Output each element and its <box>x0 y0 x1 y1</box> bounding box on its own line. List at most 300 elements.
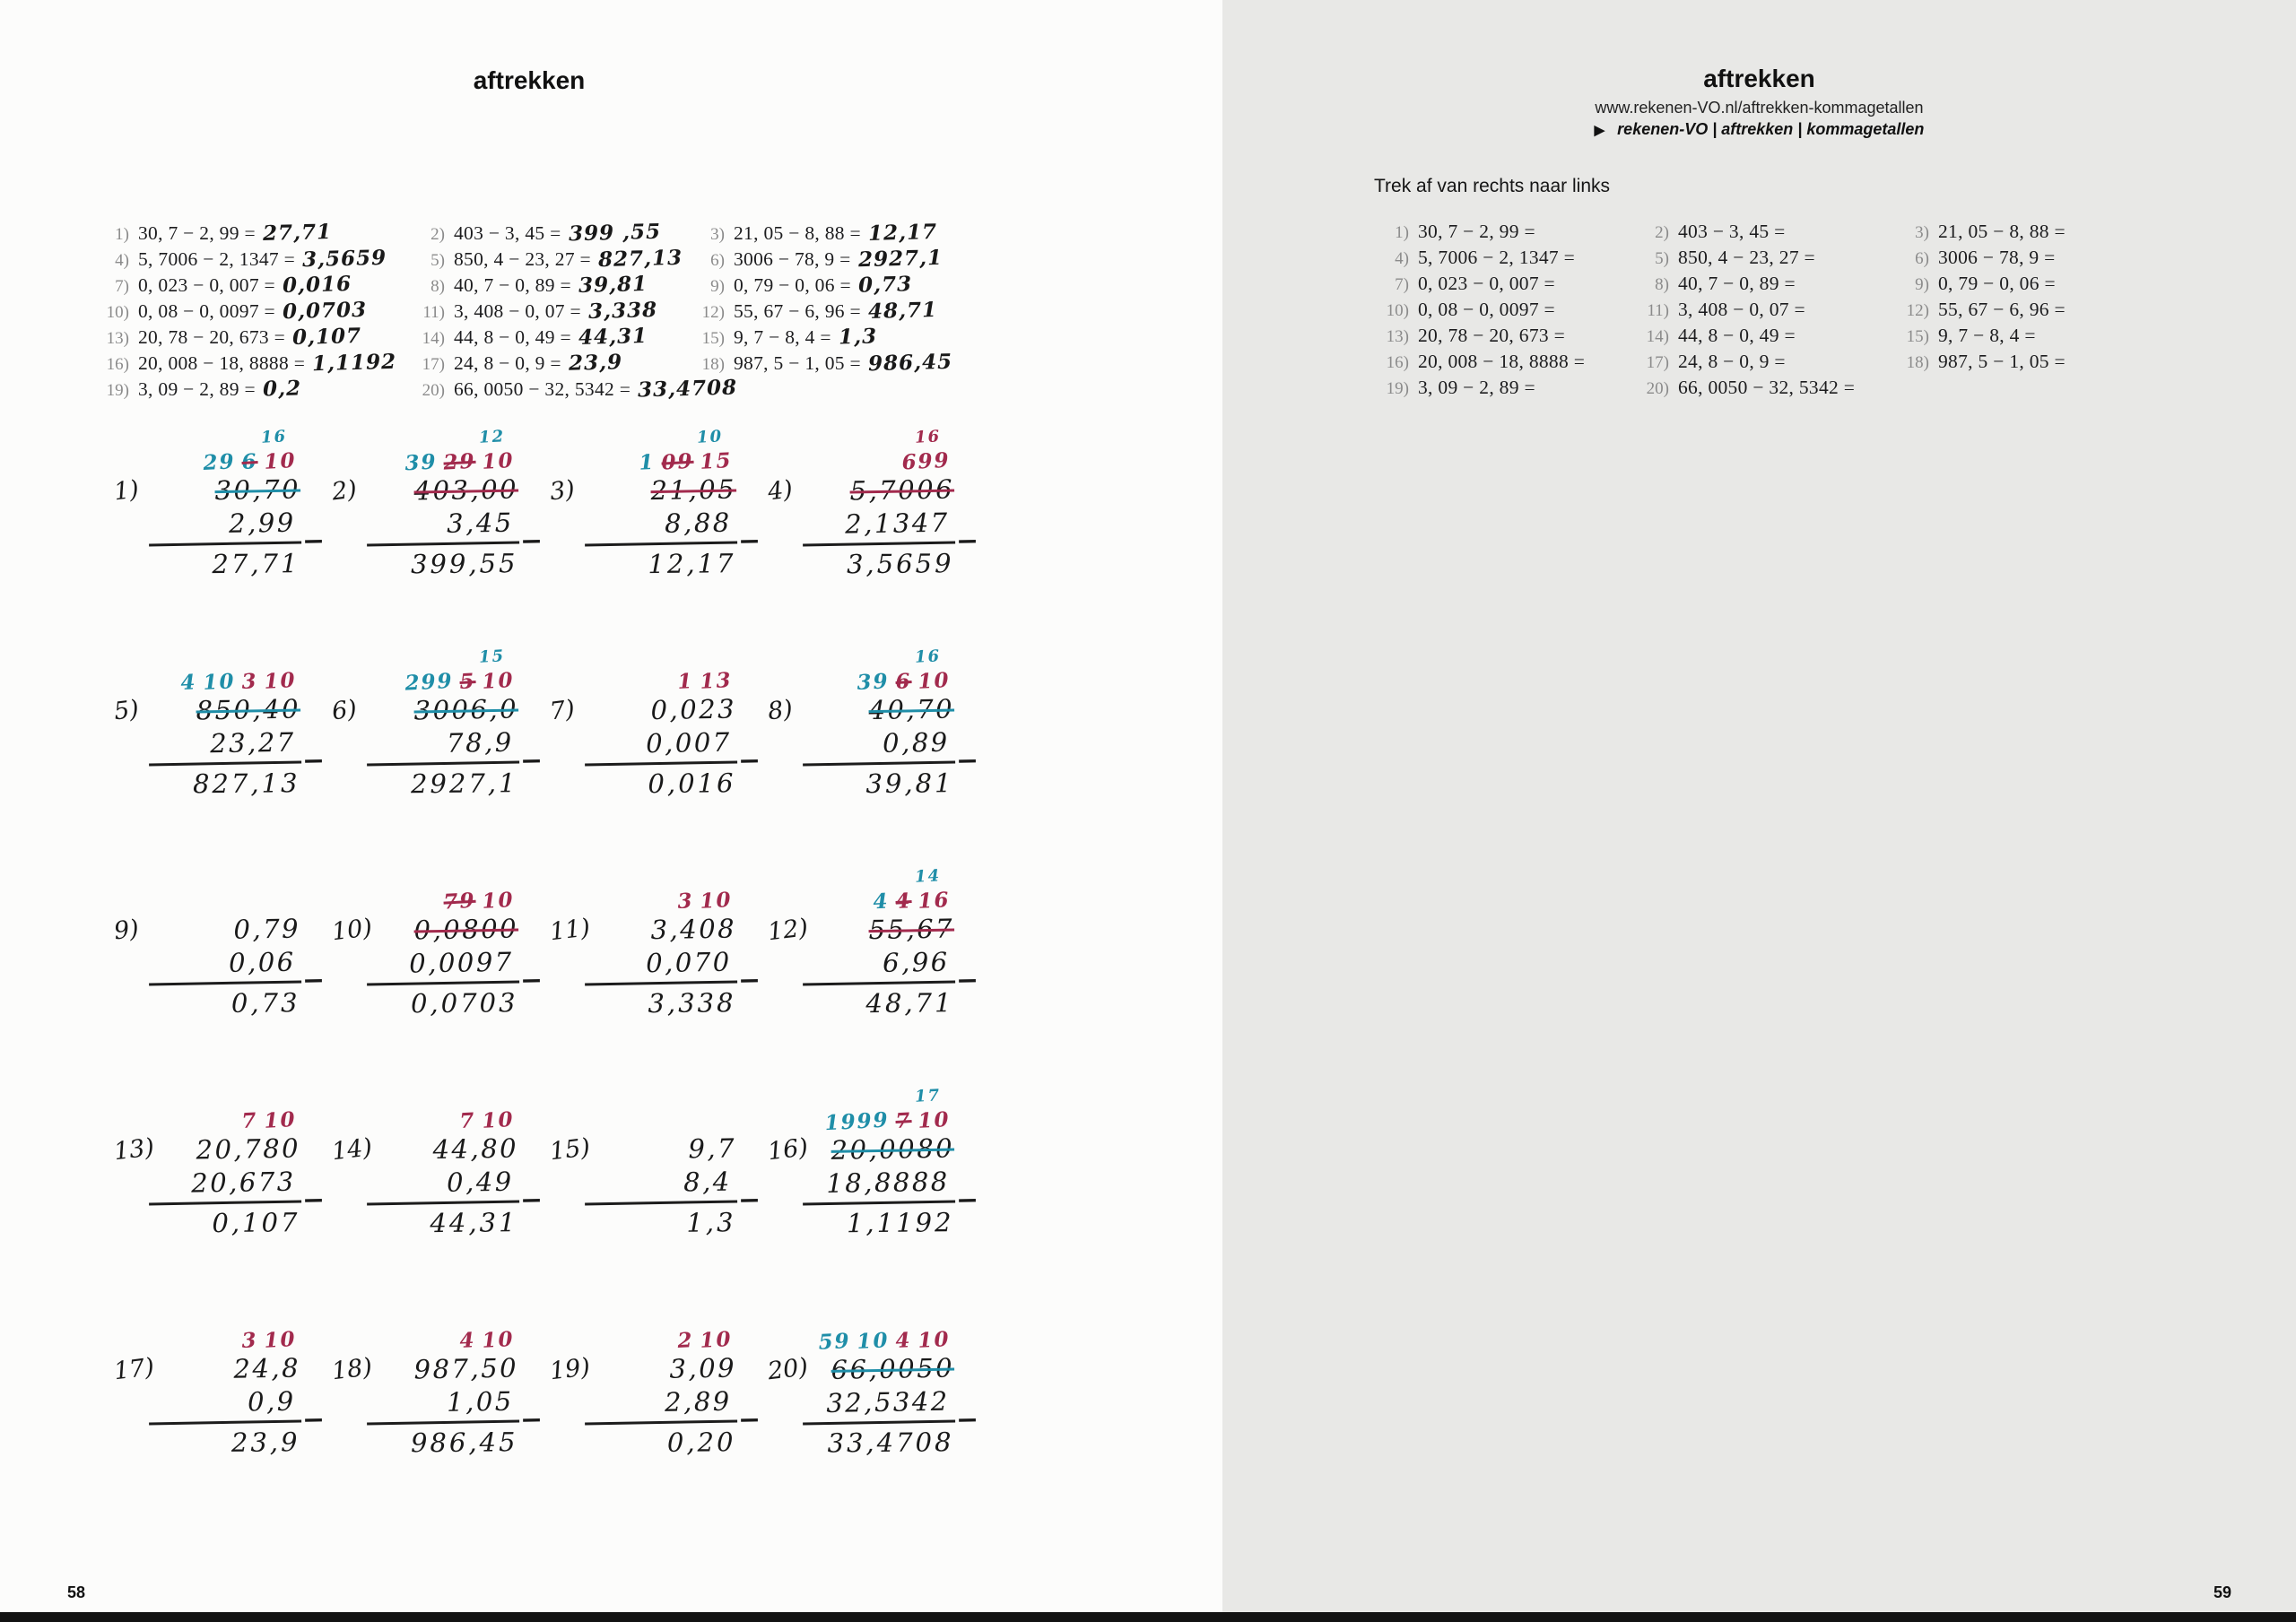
exercise-expression: 40, 7 − 0, 89 = <box>454 274 571 296</box>
result: 23,9 <box>230 1427 300 1458</box>
subtrahend: 6,96 <box>802 944 955 985</box>
exercise-expression: 66, 0050 − 32, 5342 = <box>1678 377 1856 398</box>
borrow-digit: 6 <box>240 449 259 474</box>
result: 2927,1 <box>410 768 518 800</box>
exercise-expression: 55, 67 − 6, 96 = <box>734 300 861 322</box>
minuend: 0,79 <box>233 913 301 945</box>
result: 399,55 <box>410 548 518 580</box>
borrow-carry-main <box>583 1108 735 1135</box>
borrow-digit: 10 <box>263 447 298 474</box>
borrow-carry-main <box>365 1108 517 1135</box>
borrow-carry-main <box>147 669 300 696</box>
borrow-digit: 10 <box>263 1326 298 1353</box>
borrow-digit: 09 <box>660 448 695 475</box>
subtrahend: 3,45 <box>366 505 519 546</box>
workbook-page-right <box>1222 0 2296 1622</box>
exercise-item <box>1897 221 2166 243</box>
exercise-item <box>1897 299 2166 321</box>
exercise-number: 6) <box>710 251 725 270</box>
borrow-digit: 1 <box>638 449 657 475</box>
borrow-carry-main <box>365 889 517 915</box>
right-page-number: 59 <box>2213 1583 2231 1601</box>
minuend: 3,408 <box>650 913 737 946</box>
handwritten-answer: 2927,1 <box>857 245 943 273</box>
borrow-digit: 29 <box>442 448 477 475</box>
borrow-carry-main <box>801 1328 953 1355</box>
worked-label: 8) <box>766 695 795 726</box>
exercise-number: 1) <box>115 225 129 244</box>
minus-sign: − <box>519 1184 544 1217</box>
handwritten-answer: 0,2 <box>262 376 302 402</box>
instruction-text: Trek af van rechts naar links <box>1374 176 1610 196</box>
exercise-number: 5) <box>430 251 445 270</box>
exercise-item <box>692 221 949 245</box>
result: 0,73 <box>230 987 300 1019</box>
borrow-carry-top <box>583 1087 735 1111</box>
borrow-carry-top <box>147 867 300 891</box>
exercise-number: 2) <box>1655 223 1669 242</box>
subtrahend: 32,5342 <box>802 1383 955 1425</box>
handwritten-answer: 1,3 <box>838 324 878 350</box>
subtrahend: 8,4 <box>584 1164 737 1205</box>
exercise-expression: 5, 7006 − 2, 1347 = <box>1418 247 1576 268</box>
borrow-digit: 15 <box>699 447 734 474</box>
minus-sign: − <box>955 745 979 777</box>
exercise-expression: 20, 78 − 20, 673 = <box>138 326 286 348</box>
exercise-item <box>413 325 692 349</box>
exercise-expression: 3, 408 − 0, 07 = <box>454 300 581 322</box>
borrow-carry-top <box>801 428 953 452</box>
exercise-item <box>413 273 692 297</box>
borrow-carry-top <box>365 867 517 891</box>
exercise-number: 15) <box>701 329 725 348</box>
handwritten-answer: 0,016 <box>282 271 352 299</box>
exercise-item <box>1897 247 2166 269</box>
exercise-item <box>692 247 949 271</box>
worked-label: 10) <box>330 914 374 947</box>
borrow-digit: 4 <box>179 670 198 696</box>
borrow-digit: 16 <box>914 646 942 667</box>
minuend: 30,70 <box>214 473 301 507</box>
exercise-expression: 66, 0050 − 32, 5342 = <box>454 378 631 400</box>
minuend: 20,0080 <box>831 1132 955 1166</box>
borrow-carry-main <box>365 449 517 476</box>
exercise-expression: 24, 8 − 0, 9 = <box>454 352 561 374</box>
exercise-expression: 40, 7 − 0, 89 = <box>1678 273 1796 294</box>
exercise-expression: 21, 05 − 8, 88 = <box>734 222 861 244</box>
minuend: 24,8 <box>233 1352 301 1384</box>
borrow-digit: 3 <box>240 669 259 694</box>
exercise-number: 15) <box>1906 327 1929 346</box>
exercise-number: 3) <box>710 225 725 244</box>
borrow-carry-main <box>147 1108 300 1135</box>
worked-label: 18) <box>330 1353 374 1386</box>
exercise-item <box>692 299 949 323</box>
minus-sign: − <box>955 965 979 997</box>
subtrahend: 18,8888 <box>802 1164 955 1205</box>
borrow-digit: 79 <box>442 888 477 915</box>
borrow-digit: 10 <box>481 1106 516 1133</box>
subtrahend: 20,673 <box>148 1164 301 1205</box>
right-page-title: aftrekken <box>1703 65 1815 92</box>
exercise-number: 16) <box>1386 353 1409 372</box>
worked-label: 1) <box>112 475 141 507</box>
subtrahend: 2,99 <box>148 505 301 546</box>
result: 3,338 <box>648 987 736 1019</box>
exercise-number: 14) <box>422 329 445 348</box>
borrow-carry-top <box>365 1306 517 1331</box>
exercise-item <box>97 247 413 271</box>
worked-label: 7) <box>548 695 577 726</box>
minuend: 66,0050 <box>831 1352 955 1385</box>
source-url: www.rekenen-VO.nl/aftrekken-kommagetallen <box>1595 99 1924 117</box>
worked-label: 11) <box>548 914 592 947</box>
handwritten-answer: 0,73 <box>857 272 913 298</box>
result: 33,4708 <box>827 1427 954 1459</box>
minus-sign: − <box>955 525 979 558</box>
result: 986,45 <box>410 1427 518 1459</box>
borrow-digit: 10 <box>481 667 516 694</box>
worked-subtraction <box>331 1086 552 1309</box>
left-page-number: 58 <box>67 1583 86 1601</box>
worked-subtraction <box>331 1305 552 1529</box>
exercise-number: 5) <box>1655 249 1669 268</box>
exercise-item <box>1637 273 1897 295</box>
left-exercise-list <box>97 219 953 403</box>
exercise-item <box>413 247 692 271</box>
minuend: 987,50 <box>413 1352 519 1385</box>
borrow-digit: 17 <box>914 1086 942 1106</box>
subtrahend: 1,05 <box>366 1383 519 1425</box>
borrow-digit: 10 <box>263 667 298 694</box>
borrow-carry-top <box>583 647 735 672</box>
borrow-digit: 10 <box>481 1326 516 1353</box>
result: 27,71 <box>212 548 300 580</box>
exercise-expression: 0, 023 − 0, 007 = <box>1418 273 1555 294</box>
borrow-digit: 15 <box>478 646 506 667</box>
exercise-expression: 20, 008 − 18, 8888 = <box>138 352 306 374</box>
exercise-expression: 44, 8 − 0, 49 = <box>1678 325 1796 346</box>
worked-label: 6) <box>330 695 359 726</box>
exercise-item <box>1897 325 2166 347</box>
exercise-number: 11) <box>1647 301 1669 320</box>
exercise-number: 20) <box>422 381 445 400</box>
borrow-digit: 16 <box>914 427 942 447</box>
exercise-expression: 0, 79 − 0, 06 = <box>734 274 851 296</box>
borrow-carry-top <box>801 647 953 672</box>
borrow-digit: 10 <box>917 1106 952 1133</box>
borrow-digit: 699 <box>900 447 952 475</box>
exercise-expression: 9, 7 − 8, 4 = <box>1938 325 2036 346</box>
handwritten-answer: 33,4708 <box>637 375 738 403</box>
result: 1,3 <box>686 1207 736 1238</box>
handwritten-answer: 0,0703 <box>282 297 368 325</box>
borrow-digit: 13 <box>699 667 734 694</box>
result: 0,20 <box>666 1427 736 1458</box>
subtrahend: 0,06 <box>148 944 301 985</box>
minuend: 44,80 <box>432 1132 519 1166</box>
worked-label: 17) <box>112 1353 156 1386</box>
minuend: 40,70 <box>868 693 955 726</box>
minuend: 3006,0 <box>413 693 519 726</box>
exercise-item <box>97 325 413 349</box>
exercise-number: 10) <box>106 303 129 322</box>
borrow-carry-top <box>365 647 517 672</box>
minus-sign: − <box>519 965 544 997</box>
exercise-item <box>1377 325 1637 347</box>
borrow-digit: 1 <box>676 669 695 694</box>
minuend: 55,67 <box>868 913 955 946</box>
borrow-carry-main <box>801 669 953 696</box>
exercise-expression: 9, 7 − 8, 4 = <box>734 326 831 348</box>
exercise-expression: 987, 5 − 1, 05 = <box>1938 351 2066 372</box>
minuend: 21,05 <box>650 473 737 507</box>
worked-label: 16) <box>766 1133 810 1167</box>
borrow-digit: 7 <box>458 1108 477 1133</box>
exercise-item <box>1377 221 1637 243</box>
worked-label: 12) <box>766 914 810 947</box>
minuend: 9,7 <box>688 1132 737 1165</box>
minus-sign: − <box>519 525 544 558</box>
borrow-digit: 16 <box>917 887 952 914</box>
subtrahend: 78,9 <box>366 724 519 766</box>
exercise-expression: 30, 7 − 2, 99 = <box>138 222 256 244</box>
worked-label: 3) <box>548 475 577 507</box>
exercise-number: 18) <box>701 355 725 374</box>
exercise-expression: 403 − 3, 45 = <box>1678 221 1786 242</box>
right-exercise-list <box>1377 221 2166 403</box>
worked-subtraction <box>767 1305 988 1529</box>
borrow-digit: 16 <box>260 427 288 447</box>
exercise-expression: 55, 67 − 6, 96 = <box>1938 299 2066 320</box>
subtrahend: 2,89 <box>584 1383 737 1425</box>
exercise-item <box>692 325 949 349</box>
handwritten-answer: 986,45 <box>867 349 953 377</box>
borrow-digit: 10 <box>481 447 516 474</box>
exercise-expression: 403 − 3, 45 = <box>454 222 561 244</box>
exercise-expression: 3, 09 − 2, 89 = <box>1418 377 1535 398</box>
result: 827,13 <box>192 768 300 800</box>
minus-sign: − <box>737 1404 761 1436</box>
borrow-carry-top <box>801 867 953 891</box>
minus-sign: − <box>955 1404 979 1436</box>
exercise-item <box>1637 351 1897 373</box>
minus-sign: − <box>737 1184 761 1217</box>
exercise-expression: 0, 79 − 0, 06 = <box>1938 273 2056 294</box>
minuend: 850,40 <box>196 693 301 726</box>
minuend: 403,00 <box>413 473 519 507</box>
result: 0,0703 <box>410 987 518 1019</box>
borrow-carry-top <box>147 1087 300 1111</box>
exercise-expression: 3, 408 − 0, 07 = <box>1678 299 1805 320</box>
subtrahend: 0,89 <box>802 724 955 766</box>
worked-label: 13) <box>112 1133 156 1167</box>
worked-subtraction <box>549 866 770 1089</box>
subtrahend: 23,27 <box>148 724 301 766</box>
exercise-number: 8) <box>1655 275 1669 294</box>
exercise-item <box>1637 377 1897 399</box>
borrow-digit: 10 <box>481 887 516 914</box>
result: 44,31 <box>430 1207 518 1239</box>
exercise-number: 13) <box>106 329 129 348</box>
exercise-item <box>1377 273 1637 295</box>
play-arrow-icon: ▶ <box>1594 123 1605 138</box>
exercise-number: 13) <box>1386 327 1409 346</box>
borrow-digit: 39 <box>856 669 891 695</box>
handwritten-answer: 48,71 <box>867 297 938 325</box>
subtrahend: 0,070 <box>584 944 737 985</box>
borrow-digit: 4 <box>894 889 913 914</box>
worked-subtraction <box>767 1086 988 1309</box>
handwritten-answer: 3,5659 <box>301 245 387 273</box>
exercise-number: 17) <box>422 355 445 374</box>
exercise-number: 14) <box>1646 327 1669 346</box>
borrow-digit: 7 <box>240 1108 259 1133</box>
borrow-digit: 299 <box>404 668 455 696</box>
exercise-item <box>97 299 413 323</box>
breadcrumb <box>1222 120 2296 139</box>
exercise-item <box>1377 247 1637 269</box>
worked-label: 14) <box>330 1133 374 1167</box>
exercise-item <box>1377 377 1637 399</box>
subtrahend: 0,0097 <box>366 944 519 985</box>
borrow-digit: 10 <box>917 1326 952 1353</box>
exercise-number: 12) <box>701 303 725 322</box>
borrow-digit: 10 <box>202 669 237 695</box>
exercise-number: 11) <box>422 303 445 322</box>
worked-subtraction <box>113 866 335 1089</box>
borrow-digit: 6 <box>894 669 913 694</box>
exercise-number: 18) <box>1906 353 1929 372</box>
borrow-digit: 10 <box>856 1328 891 1354</box>
exercise-expression: 0, 023 − 0, 007 = <box>138 274 275 296</box>
result: 12,17 <box>648 548 736 580</box>
borrow-carry-main <box>365 1328 517 1355</box>
exercise-number: 9) <box>710 277 725 296</box>
exercise-number: 8) <box>430 277 445 296</box>
handwritten-answer: 27,71 <box>262 219 333 247</box>
exercise-expression: 3, 09 − 2, 89 = <box>138 378 256 400</box>
exercise-number: 10) <box>1386 301 1409 320</box>
exercise-item <box>1637 325 1897 347</box>
borrow-carry-main <box>147 889 300 915</box>
exercise-number: 19) <box>1386 379 1409 398</box>
exercise-item <box>1637 247 1897 269</box>
handwritten-answer: 0,107 <box>291 323 362 351</box>
exercise-expression: 5, 7006 − 2, 1347 = <box>138 248 296 270</box>
exercise-number: 3) <box>1915 223 1929 242</box>
handwritten-answer: 1,1192 <box>311 349 397 377</box>
exercise-number: 7) <box>1395 275 1409 294</box>
minuend: 20,780 <box>196 1132 301 1166</box>
minus-sign: − <box>301 965 326 997</box>
worked-subtraction <box>767 866 988 1089</box>
exercise-item <box>413 351 692 375</box>
borrow-digit: 1999 <box>823 1107 891 1136</box>
worked-subtraction <box>767 646 988 870</box>
exercise-item <box>1897 351 2166 373</box>
exercise-item <box>1897 273 2166 295</box>
exercise-item <box>97 377 413 401</box>
exercise-item <box>413 221 692 245</box>
exercise-number: 4) <box>1395 249 1409 268</box>
minus-sign: − <box>301 1184 326 1217</box>
borrow-digit: 7 <box>894 1108 913 1133</box>
exercise-number: 19) <box>106 381 129 400</box>
borrow-digit: 3 <box>240 1328 259 1353</box>
exercise-item <box>1637 221 1897 243</box>
exercise-expression: 44, 8 − 0, 49 = <box>454 326 571 348</box>
minus-sign: − <box>519 1404 544 1436</box>
minus-sign: − <box>301 745 326 777</box>
exercise-expression: 20, 008 − 18, 8888 = <box>1418 351 1586 372</box>
scan-edge-bar <box>0 1612 2296 1622</box>
subtrahend: 0,9 <box>148 1383 301 1425</box>
borrow-carry-main <box>801 889 953 915</box>
exercise-item <box>413 299 692 323</box>
result: 0,107 <box>212 1207 300 1239</box>
exercise-expression: 20, 78 − 20, 673 = <box>1418 325 1566 346</box>
borrow-carry-main <box>801 449 953 476</box>
minus-sign: − <box>737 745 761 777</box>
exercise-number: 17) <box>1646 353 1669 372</box>
worked-subtraction <box>331 427 552 650</box>
handwritten-answer: 44,31 <box>578 323 648 351</box>
minuend: 5,7006 <box>849 473 955 507</box>
exercise-number: 1) <box>1395 223 1409 242</box>
minuend: 3,09 <box>669 1352 737 1384</box>
worked-subtraction <box>113 1086 335 1309</box>
borrow-carry-top <box>147 428 300 452</box>
worked-subtraction <box>549 1305 770 1529</box>
exercise-number: 6) <box>1915 249 1929 268</box>
breadcrumb-text: rekenen-VO | aftrekken | kommagetallen <box>1617 120 1925 138</box>
worked-label: 4) <box>766 475 795 507</box>
borrow-carry-top <box>583 1306 735 1331</box>
subtrahend: 2,1347 <box>802 505 955 546</box>
borrow-carry-main <box>365 669 517 696</box>
exercise-item <box>1377 351 1637 373</box>
borrow-carry-top <box>583 428 735 452</box>
subtrahend: 0,007 <box>584 724 737 766</box>
result: 0,016 <box>648 768 736 800</box>
borrow-carry-main <box>583 1328 735 1355</box>
minus-sign: − <box>955 1184 979 1217</box>
exercise-expression: 24, 8 − 0, 9 = <box>1678 351 1786 372</box>
exercise-item <box>1377 299 1637 321</box>
borrow-carry-top <box>801 1306 953 1331</box>
worked-label: 2) <box>330 475 359 507</box>
borrow-digit: 4 <box>872 889 891 915</box>
minus-sign: − <box>737 965 761 997</box>
borrow-digit: 5 <box>458 669 477 694</box>
borrow-carry-main <box>583 449 735 476</box>
minuend: 0,0800 <box>413 913 519 946</box>
borrow-digit: 59 <box>817 1328 852 1355</box>
borrow-carry-main <box>147 449 300 476</box>
result: 3,5659 <box>846 548 954 580</box>
borrow-carry-main <box>801 1108 953 1135</box>
worked-problems-grid <box>112 427 987 1527</box>
handwritten-answer: 3,338 <box>587 297 658 325</box>
minus-sign: − <box>301 1404 326 1436</box>
exercise-expression: 850, 4 − 23, 27 = <box>1678 247 1815 268</box>
worked-label: 19) <box>548 1353 592 1386</box>
handwritten-answer: 23,9 <box>568 350 623 376</box>
borrow-digit: 39 <box>404 449 439 476</box>
exercise-item <box>692 349 953 377</box>
borrow-digit: 10 <box>699 887 734 914</box>
